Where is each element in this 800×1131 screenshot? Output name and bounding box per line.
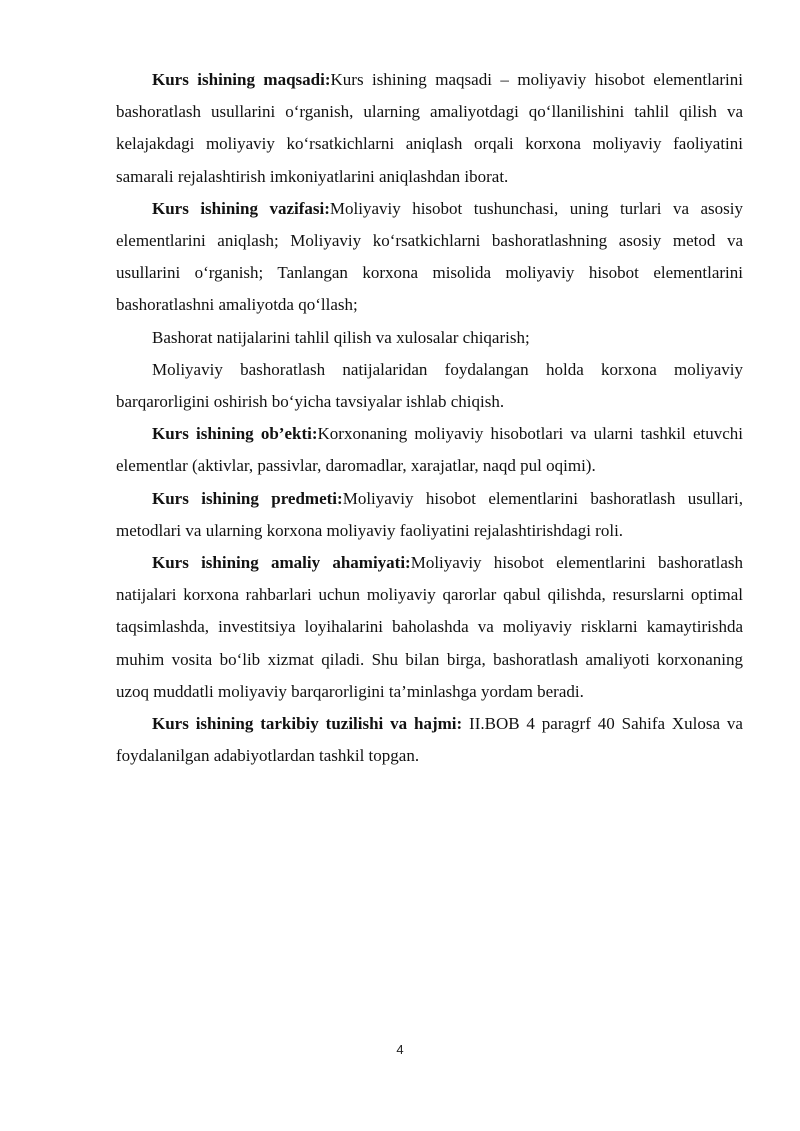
paragraph-text: Kurs ishining maqsadi – moliyaviy hisobot elementlarini bashoratlash usullarini o‘rganish, ularning amaliyotdagi qo‘llanilishini tahlil qilish va kelajakdagi moliyaviy ko‘rsatkichlarni aniqlash orqali korxona moliyaviy faoliyatini samarali rejalashtirish imkoniyatlarini aniqlashdan iborat. <box>116 70 743 186</box>
paragraph-predmeti <box>116 483 743 547</box>
paragraph-text: Moliyaviy hisobot tushunchasi, uning turlari va asosiy elementlarini aniqlash; Moliyaviy ko‘rsatkichlarni bashoratlashning asosiy metod va usullarini o‘rganish; Tanlangan korxona misolida moliyaviy hisobot elementlarini bashoratlashni amaliyotda qo‘llash; <box>116 198 744 315</box>
paragraph-text: Korxonaning moliyaviy hisobotlari va ularni tashkil etuvchi elementlar (aktivlar, passivlar, daromadlar, xarajatlar, naqd pul oqimi). <box>116 424 743 476</box>
paragraph-label: Kurs ishining predmeti: <box>152 488 343 508</box>
paragraph-label: Kurs ishining amaliy ahamiyati: <box>152 553 411 573</box>
paragraph-text: Moliyaviy hisobot elementlarini bashoratlash usullari, metodlari va ularning korxona moliyaviy faoliyatini rejalashtirishdagi roli. <box>116 488 744 540</box>
paragraph-label: Kurs ishining ob’ekti: <box>152 424 318 444</box>
paragraph-vazifasi <box>116 193 743 322</box>
paragraph-text: Moliyaviy hisobot elementlarini bashoratlash natijalari korxona rahbarlari uchun moliyaviy qarorlar qabul qilishda, resurslarni optimal taqsimlashda, investitsiya loyihalarini baholashda va moliyaviy risklarni kamaytirishda muhim vosita bo‘lib xizmat qiladi. Shu bilan birga, bashoratlash amaliyoti korxonaning uzoq muddatli moliyaviy barqarorligini ta’minlashga yordam beradi. <box>116 553 743 701</box>
paragraph-amaliy-ahamiyati <box>116 547 743 708</box>
paragraph-tarkibiy-tuzilishi <box>116 708 743 772</box>
page-number: 4 <box>396 1042 404 1057</box>
paragraph-obekti <box>116 418 743 482</box>
paragraph-text: Moliyaviy bashoratlash natijalaridan foydalangan holda korxona moliyaviy barqarorligini oshirish bo‘yicha tavsiyalar ishlab chiqish. <box>116 359 743 412</box>
paragraph-vazifasi-item-2 <box>116 354 743 418</box>
paragraph-label: Kurs ishining vazifasi: <box>152 198 330 218</box>
paragraph-maqsadi <box>116 64 743 193</box>
paragraph-label: Kurs ishining maqsadi: <box>152 70 331 89</box>
paragraph-text: Bashorat natijalarini tahlil qilish va xulosalar chiqarish; <box>152 327 530 347</box>
paragraph-vazifasi-item-1 <box>116 322 743 354</box>
paragraph-label: Kurs ishining tarkibiy tuzilishi va hajmi: <box>152 714 463 734</box>
document-page <box>116 64 743 772</box>
paragraph-text: II.BOB 4 paragrf 40 Sahifa Xulosa va foydalanilgan adabiyotlardan tashkil topgan. <box>116 714 743 766</box>
